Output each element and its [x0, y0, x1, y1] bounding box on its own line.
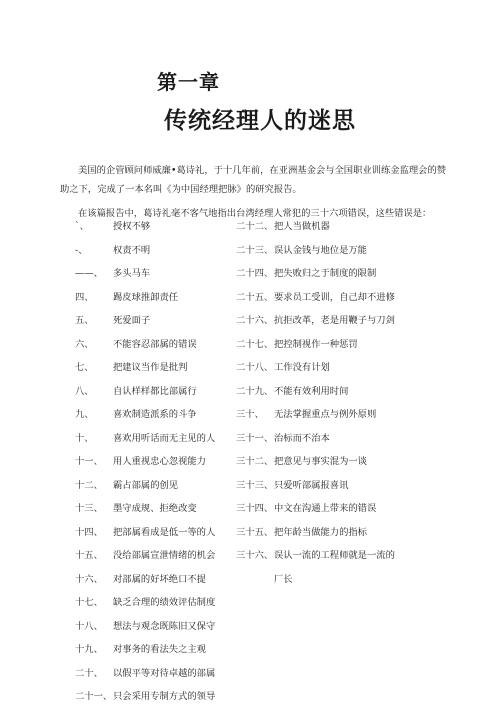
list-item: [75, 403, 235, 427]
list-item-text: 中文在沟通上带来的错误: [274, 503, 377, 514]
intro-paragraph: 美国的企管顾问师威廉•葛诗礼，于十几年前，在亚洲基金会与全国职业训练金监理会的赞助之下，完成了一本名叫《为中国经理把脉》的研究报告。: [60, 165, 447, 196]
list-item-number: `、: [75, 221, 89, 232]
list-item: [236, 333, 436, 357]
list-item: [75, 427, 235, 451]
list-item-text: 多头马车: [113, 268, 151, 279]
list-item: [236, 474, 436, 498]
list-item-text: 没给部属宣泄情绪的机会: [113, 550, 216, 561]
list-item-number: 十、: [75, 432, 94, 444]
list-item-number: 十二、: [75, 479, 103, 491]
list-item-number: 二十三、: [236, 244, 274, 256]
list-item-number: 三十一、: [236, 432, 274, 444]
list-item-number: 五、: [75, 315, 94, 326]
list-item: [75, 615, 235, 639]
list-item-text: 自认样样都比部属行: [113, 385, 197, 397]
list-item-text: 想法与观念既陈旧又保守: [113, 620, 216, 632]
list-item: [236, 450, 436, 474]
list-item-text: 喜欢用听话而无主见的人: [113, 432, 216, 444]
list-item-number: 十七、: [75, 597, 103, 608]
list-item-text: 只会采用专制方式的领导: [113, 691, 216, 702]
list-item-number: 十五、: [75, 550, 103, 561]
list-item-number: 三十五、: [236, 526, 274, 538]
list-item-number: 三十六、: [236, 550, 274, 561]
list-item-text: 把失败归之于制度的限制: [274, 268, 377, 279]
list-item-number: 十六、: [75, 573, 103, 585]
list-item: [75, 309, 235, 333]
list-item-number: 七、: [75, 362, 94, 373]
list-item: [236, 215, 436, 239]
list-item-text: 把部属看成是低一等的人: [113, 526, 216, 538]
list-item-text: 死爱面子: [113, 315, 151, 326]
list-item: [75, 474, 235, 498]
list-item-number: 四、: [75, 291, 94, 303]
list-intro-paragraph: 在该篇报告中，葛诗礼毫不客气地指出台湾经理人常犯的三十六项错误，这些错误是：: [78, 208, 432, 220]
list-item-text: 误认一流的工程师就是一流的: [274, 550, 395, 561]
list-item-number: ——、: [75, 268, 103, 279]
list-item-number: 十八、: [75, 620, 103, 632]
list-item-text: 把年龄当做能力的指标: [274, 526, 367, 538]
list-item-number: 三十二、: [236, 456, 274, 467]
list-item-text: 把建议当作是批判: [113, 362, 188, 373]
list-item-text: 缺乏合理的绩效评估制度: [113, 597, 216, 608]
list-item-text: 以假平等对待卓越的部属: [113, 667, 216, 679]
list-item: [236, 521, 436, 545]
list-item-number: 三十三、: [236, 479, 274, 491]
chapter-title: 第一章: [157, 70, 220, 94]
list-item-number: 二十六、: [236, 315, 274, 326]
list-item-number: 十一、: [75, 456, 103, 467]
list-item-number: 二十二、: [236, 221, 274, 232]
list-item: [236, 356, 436, 380]
list-item-number: 二十七、: [236, 338, 274, 350]
list-item-text: 厂长: [274, 573, 293, 585]
list-item: [75, 521, 235, 545]
list-item-number: 十九、: [75, 644, 103, 655]
list-item-text: 对部属的好坏绝口不提: [113, 573, 206, 585]
list-item-text: 把人当做机器: [274, 221, 330, 232]
list-item-text: 霸占部属的创见: [113, 479, 179, 491]
list-item-number: 二十一、: [75, 691, 113, 702]
list-item: [75, 685, 235, 709]
list-item: [75, 262, 235, 286]
list-item: [75, 286, 235, 310]
list-item: [75, 497, 235, 521]
list-item: [236, 544, 436, 568]
list-item: [236, 239, 436, 263]
list-item-text: 只爱听部属报喜讯: [274, 479, 349, 491]
list-item: [75, 239, 235, 263]
list-item-text: 喜欢制造派系的斗争: [113, 409, 197, 420]
list-item: [75, 591, 235, 615]
list-item: [236, 380, 436, 404]
errors-list-left: [75, 215, 235, 709]
list-item-number: 三十四、: [236, 503, 274, 514]
list-item: [236, 497, 436, 521]
list-item-number: 九、: [75, 409, 94, 420]
list-item: [75, 380, 235, 404]
list-item-text: 治标而不治本: [274, 432, 330, 444]
list-item-number: 六、: [75, 338, 94, 350]
list-item-number: 十三、: [75, 503, 103, 514]
list-item-text: 用人重视忠心忽视能力: [113, 456, 206, 467]
list-item-number: 二十四、: [236, 268, 274, 279]
list-item: [236, 403, 436, 427]
list-item-number: 八、: [75, 385, 94, 397]
list-item-text: 踢皮球推卸责任: [113, 291, 179, 303]
list-item-text: 权责不明: [113, 244, 151, 256]
list-item-text: 授权不够: [113, 221, 151, 232]
list-item: [75, 333, 235, 357]
list-item: [75, 215, 235, 239]
chapter-subtitle: 传统经理人的迷思: [164, 108, 356, 134]
list-item-text: 对事务的看法失之主观: [113, 644, 206, 655]
list-item-text: 把意见与事实混为一谈: [274, 456, 367, 467]
list-item-text: 无法掌握重点与例外原则: [274, 409, 377, 420]
list-item-number: -、: [75, 244, 88, 256]
list-item: [236, 568, 436, 592]
list-item-number: 二十九、: [236, 385, 274, 397]
list-item-text: 不能容忍部属的错误: [113, 338, 197, 350]
list-item-text: 把控制视作一种惩罚: [274, 338, 358, 350]
list-item: [75, 356, 235, 380]
list-item: [75, 662, 235, 686]
list-item: [236, 262, 436, 286]
list-item-text: 工作没有计划: [274, 362, 330, 373]
list-item-number: 三十、: [236, 409, 264, 420]
errors-list-right: [236, 215, 436, 591]
list-item-number: 二十五、: [236, 291, 274, 303]
list-item: [236, 309, 436, 333]
list-item-text: 误认金钱与地位是万能: [274, 244, 367, 256]
list-item: [75, 544, 235, 568]
list-item: [75, 638, 235, 662]
list-item-number: 十四、: [75, 526, 103, 538]
list-item-text: 墨守成规、拒绝改变: [113, 503, 197, 514]
list-item-text: 抗拒改革，老是用鞭子与刀剑: [274, 315, 395, 326]
list-item: [75, 450, 235, 474]
list-item-text: 要求员工受训，自己却不进修: [274, 291, 395, 303]
list-item: [75, 568, 235, 592]
list-item: [236, 286, 436, 310]
list-item-text: 不能有效利用时间: [274, 385, 349, 397]
list-item-number: 二十八、: [236, 362, 274, 373]
list-item-number: 二十、: [75, 667, 103, 679]
list-item: [236, 427, 436, 451]
